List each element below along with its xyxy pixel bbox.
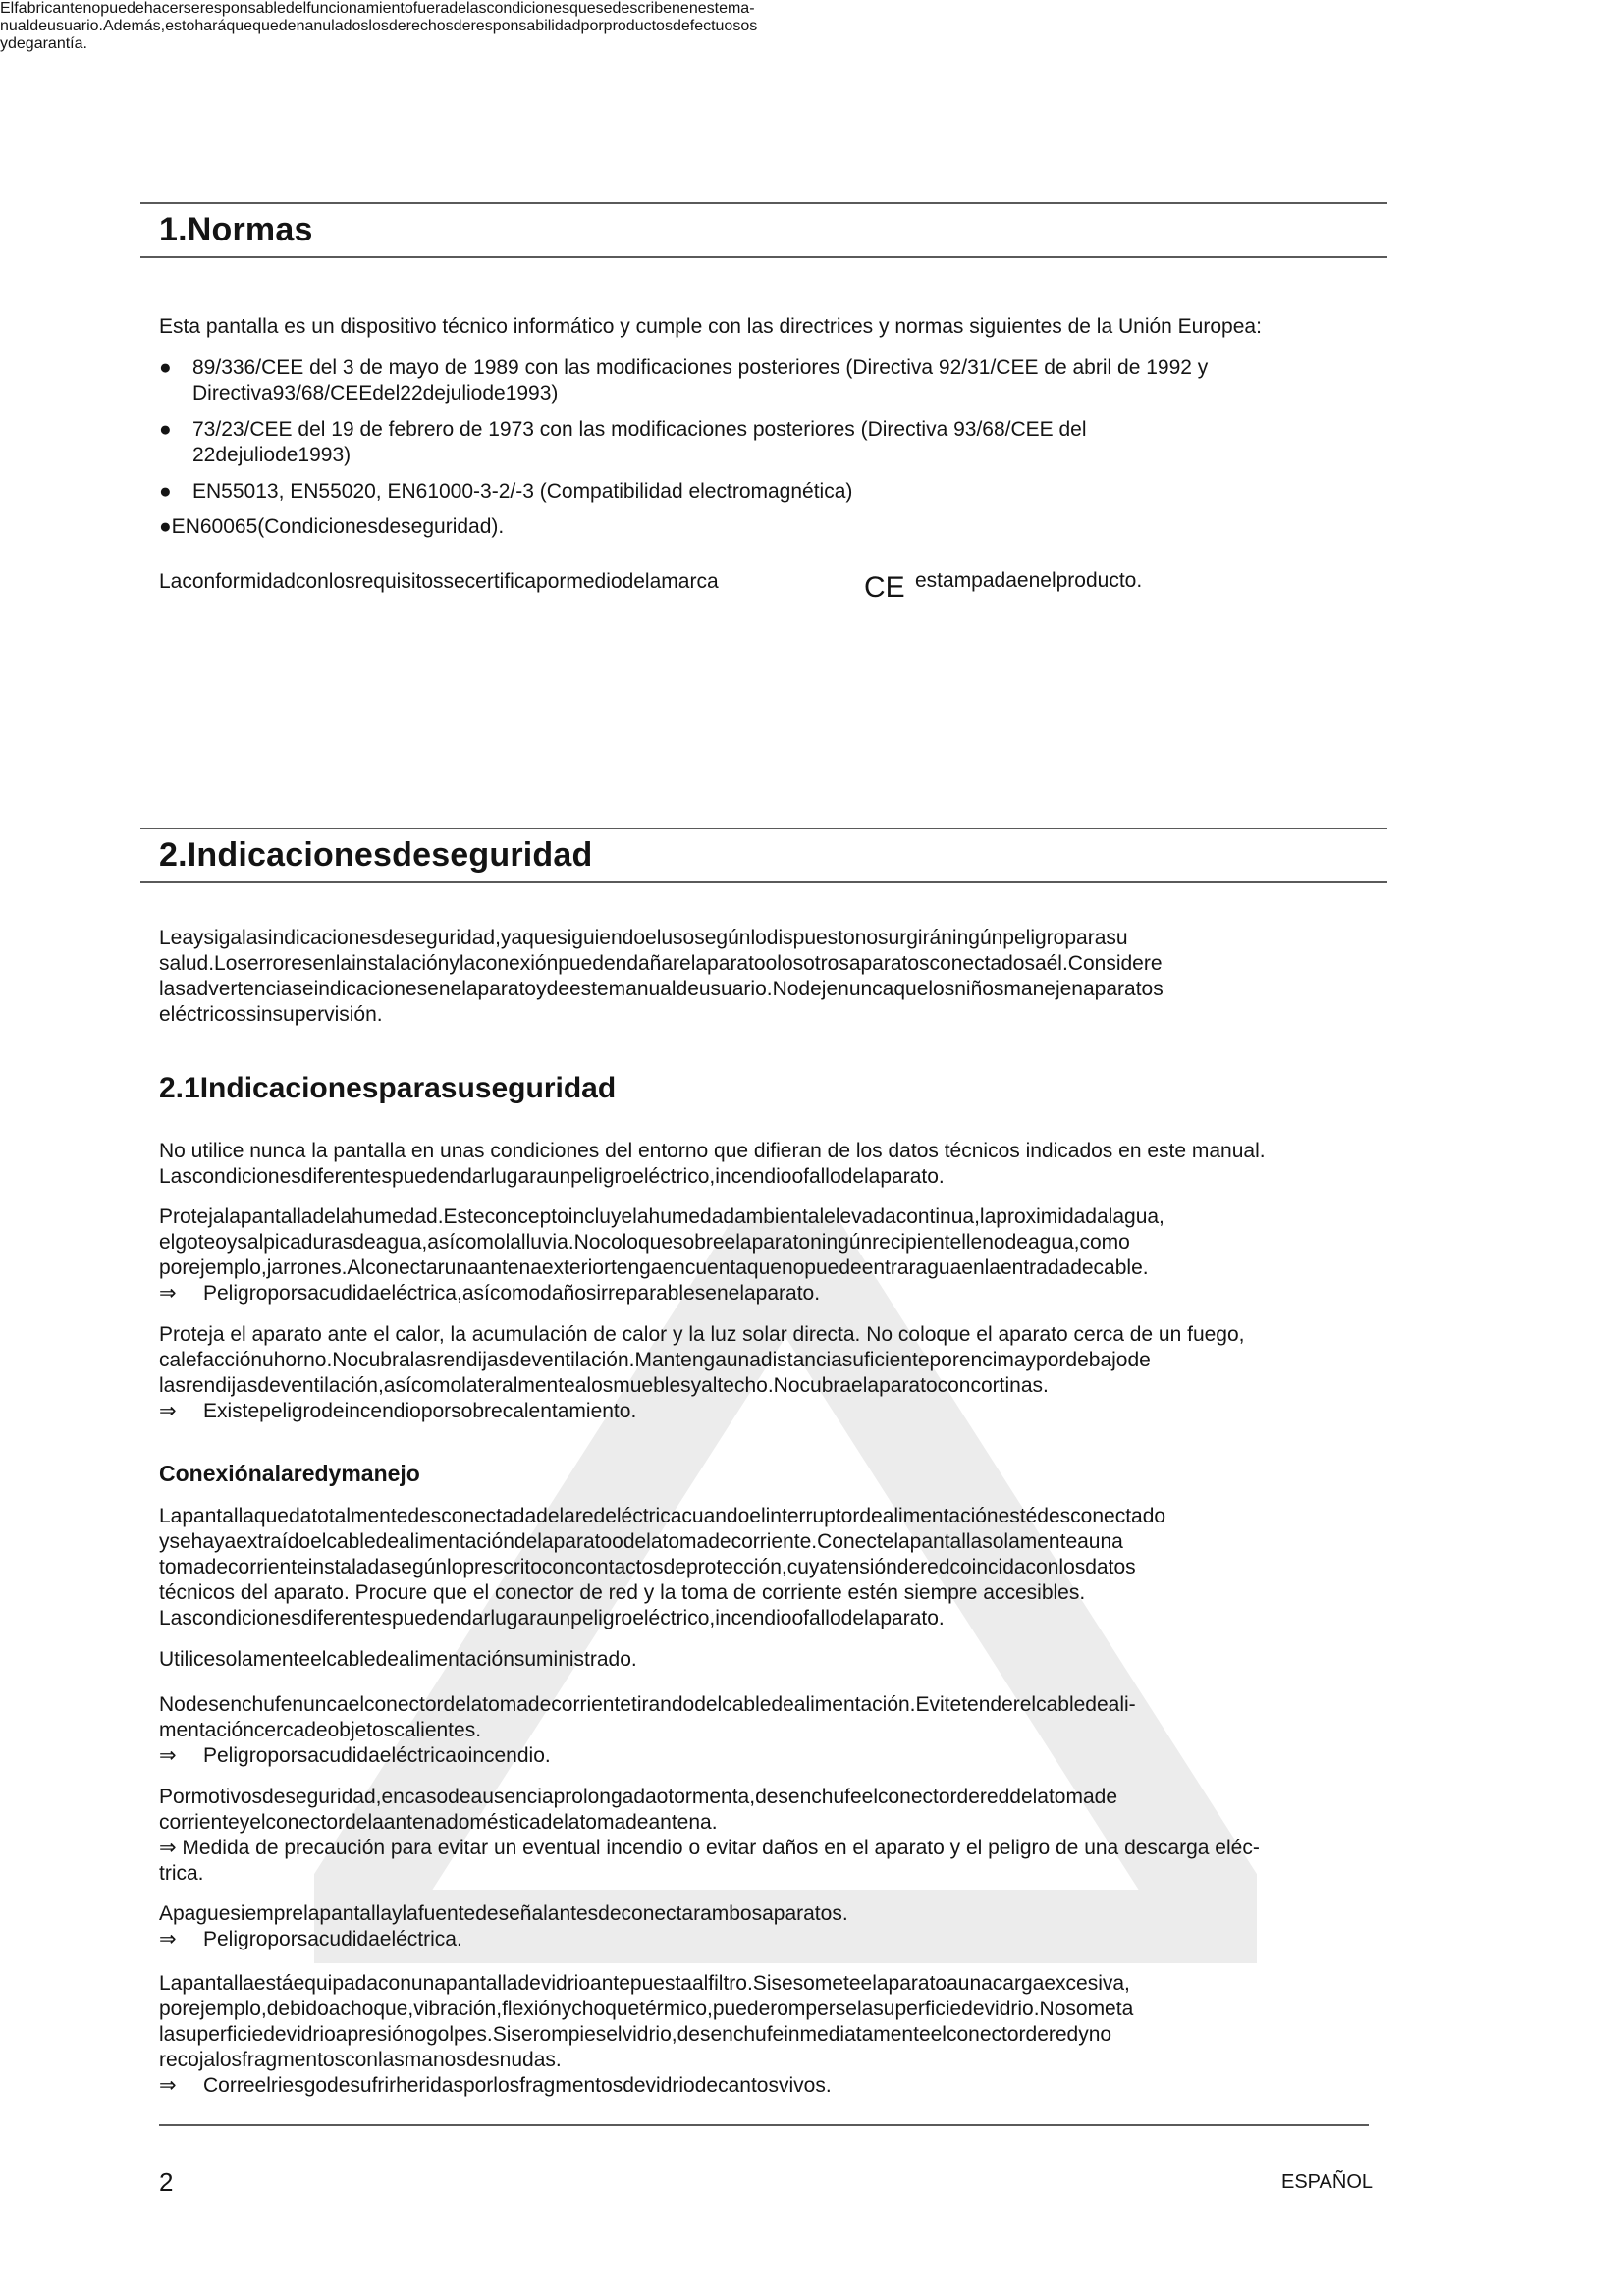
section1-top-rule — [140, 202, 1387, 204]
arrow-icon: ⇒ — [159, 2074, 177, 2097]
section21-heading: 2.1Indicacionesparasuseguridad — [159, 1072, 617, 1104]
section1-intro: Esta pantalla es un dispositivo técnico informático y cumple con las directrices y normas siguientes de la Unión Europea: — [159, 315, 1262, 338]
section21-paragraph-3: Proteja el aparato ante el calor, la acumulación de calor y la luz solar directa. No coloque el aparato cerca de un fuego, calefacciónuhorno.Nocubralasrendijasdeventilación.Mantengaunadistanciasuficienteporencimaypordebajode lasrendijasdeventilación,asícomolateralmentealosmueblesyaltecho.Nocubraelaparatoconcortinas. ⇒ Existepeligrodeincendioporsobrecalentamiento. — [159, 1323, 1245, 1422]
bullet-line: Directiva93/68/CEEdel22dejuliode1993) — [192, 382, 559, 404]
bullet-item-last: ●EN60065(Condicionesdeseguridad). — [159, 515, 505, 538]
bullet-line: EN55013, EN55020, EN61000-3-2/-3 (Compatibilidad electromagnética) — [192, 480, 853, 503]
conformity-text: Laconformidadconlosrequisitossecertificapormediodelamarca — [159, 570, 719, 593]
conformity-text-suffix: estampadaenelproducto. — [915, 569, 1143, 592]
ce-mark-icon — [864, 571, 909, 601]
subsection-heading: Conexiónalaredymanejo — [159, 1461, 420, 1486]
section2-intro: Leaysigalasindicacionesdeseguridad,yaquesiguiendoelusosegúnlodispuestonosurgiráningúnpeligroparasu salud.Loserroresenlainstalaciónylaconexiónpuedendañarelaparatoolosotrosaparatosconectadosaél.Considere lasadvertenciaseindicacionesenelaparatoydeestemanualdeusuario.Nodejenuncaquelosniñosmanejenaparatos eléctricossinsupervisión. — [159, 927, 1164, 1026]
footer-language: ESPAÑOL — [1281, 2171, 1373, 2193]
bullet-dot-icon: ● — [159, 418, 172, 441]
subsection-paragraph-5: Apaguesiemprelapantallaylafuentedeseñalantesdeconectarambosaparatos. ⇒ Peligroporsacudidaeléctrica. — [159, 1902, 848, 1950]
subsection-paragraph-6: Lapantallaestáequipadaconunapantalladevidrioantepuestaalfiltro.Sisesometeelaparatoaunacargaexcesiva, porejemplo,debidoachoque,vibración,flexiónychoquetérmico,puederomperselasuperficiedevidrio.Nosometa lasuperficiedevidrioapresiónogolpes.Siserompieselvidrio,desenchufeinmediatamenteelconectorderedyno recojalosfragmentosconlasmanosdesnudas. ⇒ Correelriesgodesufrirheridasporlosfragmentosdevidriodecantosvivos. — [159, 1972, 1134, 2097]
subsection-paragraph-1: Lapantallaquedatotalmentedesconectadadelaredeléctricacuandoelinterruptordealimentaciónestédesconectado ysehayaextraídoelcabledealimentacióndelaparatoodelatomadecorriente.Conectelapantallasolamenteauna tomadecorrienteinstaladasegúnloprescritoconcontactosdeprotección,cuyatensiónderedcoincidaconlosdatos técnicos del aparato. Procure que el conector de red y la toma de corriente estén siempre accesibles. Lascondicionesdiferentespuedendarlugaraunpeligroeléctrico,incendioofallodelaparato. — [159, 1505, 1166, 1629]
bullet-line: 73/23/CEE del 19 de febrero de 1973 con las modificaciones posteriores (Directiva 93/68/CEE del — [192, 418, 1087, 441]
bullet-dot-icon: ● — [159, 480, 172, 503]
section1-heading: 1.Normas — [159, 211, 313, 248]
bullet-dot-icon: ● — [159, 356, 172, 379]
arrow-icon: ⇒ — [159, 1282, 177, 1305]
section21-paragraph-2: Protejalapantalladelahumedad.Esteconceptoincluyelahumedadambientalelevadacontinua,laproximidadalagua, elgoteoysalpicadurasdeagua,asícomolalluvia.Nocoloquesobreelaparatoningúnrecipientellenodeagua,como porejemplo,jarrones.Alconectarunaantenaexteriortengaencuentaquenopuedeentraraguaenlaentradadecable. ⇒ Peligroporsacudidaeléctrica,asícomodañosirreparablesenelaparato. — [159, 1205, 1164, 1305]
section2-top-rule — [140, 828, 1387, 829]
bullet-line: 89/336/CEE del 3 de mayo de 1989 con las modificaciones posteriores (Directiva 92/31/CEE de abril de 1992 y — [192, 356, 1209, 379]
svg-text:CE: CE — [864, 571, 905, 601]
section1-bottom-rule — [140, 256, 1387, 258]
section21-paragraph-1: No utilice nunca la pantalla en unas condiciones del entorno que difieran de los datos técnicos indicados en este manual. Lascondicionesdiferentespuedendarlugaraunpeligroeléctrico,incendioofallodelaparato. — [159, 1140, 1266, 1188]
page-number: 2 — [159, 2167, 174, 2197]
bullet-line: 22dejuliode1993) — [192, 444, 352, 466]
section2-heading: 2.Indicacionesdeseguridad — [159, 836, 593, 874]
section2-bottom-rule — [140, 881, 1387, 883]
footer-rule — [159, 2124, 1369, 2126]
arrow-icon: ⇒ — [159, 1744, 177, 1767]
subsection-paragraph-3: Nodesenchufenuncaelconectordelatomadecorrientetirandodelcabledealimentación.Evitetenderelcabledeali- mentacióncercadeobjetoscalientes. ⇒ Peligroporsacudidaeléctricaoincendio. — [159, 1693, 1136, 1767]
subsection-paragraph-4: Pormotivosdeseguridad,encasodeausenciaprolongadaotormenta,desenchufeelconectordereddelatomade corrienteyelconectordelaantenadomésticadelatomadeantena. ⇒ Medida de precaución para evitar un eventual incendio o evitar daños en el aparato y el peligro de una descarga eléc- trica. — [159, 1786, 1260, 1885]
arrow-icon: ⇒ — [159, 1400, 177, 1422]
arrow-icon: ⇒ — [159, 1928, 177, 1950]
subsection-paragraph-2: Utilicesolamenteelcabledealimentaciónsuministrado. — [159, 1648, 637, 1671]
